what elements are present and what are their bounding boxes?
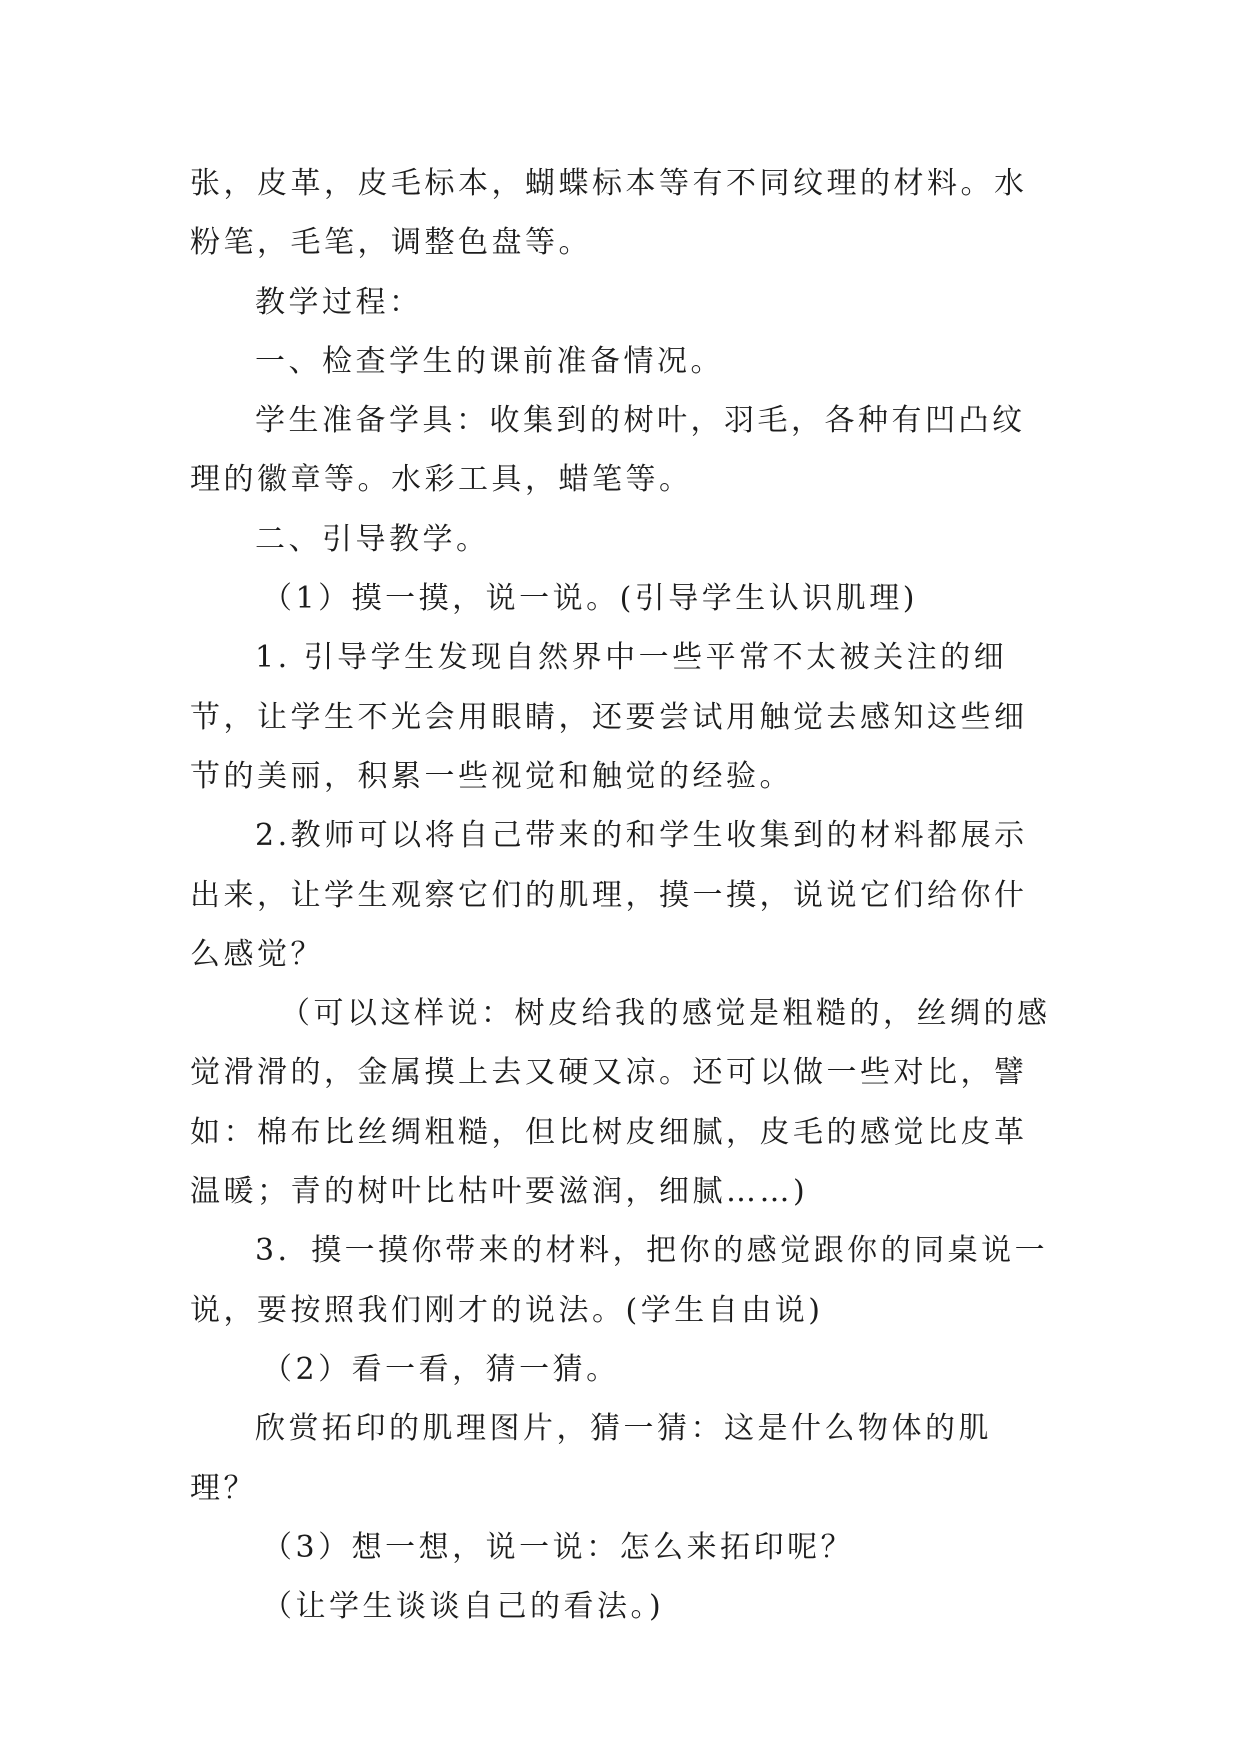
paragraph-example-sayings: （可以这样说：树皮给我的感觉是粗糙的，丝绸的感觉滑滑的，金属摸上去又硬又凉。还可以做一些对比，譬如：棉布比丝绸粗糙，但比树皮细腻，皮毛的感觉比皮革温暖；青的树叶比枯叶要滋润，细腻……)	[190, 996, 1051, 1210]
paragraph-teaching-process-heading: 教学过程：	[255, 284, 423, 320]
paragraph-think-and-say-heading: （3）想一想，说一说：怎么来拓印呢？	[262, 1529, 855, 1565]
paragraph-look-and-guess-heading: （2）看一看，猜一猜。	[262, 1351, 620, 1387]
paragraph-step-two-heading: 二、引导教学。	[255, 521, 490, 557]
paragraph-touch-and-say-heading: （1）摸一摸，说一说。(引导学生认识肌理)	[262, 581, 918, 617]
paragraph-point-two: 2.教师可以将自己带来的和学生收集到的材料都展示出来，让学生观察它们的肌理，摸一摸，说说它们给你什么感觉？	[190, 818, 1028, 972]
paragraph-step-one-heading: 一、检查学生的课前准备情况。	[255, 343, 724, 379]
document-body	[190, 154, 1056, 1636]
paragraph-point-three: 3．摸一摸你带来的材料，把你的感觉跟你的同桌说一说，要按照我们刚才的说法。(学生自由说)	[190, 1233, 1049, 1328]
paragraph-appreciate-rubbings: 欣赏拓印的肌理图片，猜一猜：这是什么物体的肌理？	[190, 1411, 992, 1506]
paragraph-student-opinions: （让学生谈谈自己的看法。)	[262, 1589, 665, 1625]
paragraph-point-one: 1. 引导学生发现自然界中一些平常不太被关注的细节，让学生不光会用眼睛，还要尝试用触觉去感知这些细节的美丽，积累一些视觉和触觉的经验。	[190, 640, 1028, 794]
paragraph-student-tools: 学生准备学具：收集到的树叶，羽毛，各种有凹凸纹理的徽章等。水彩工具，蜡笔等。	[190, 403, 1026, 498]
paragraph-materials-continued: 张，皮革，皮毛标本，蝴蝶标本等有不同纹理的材料。水粉笔，毛笔，调整色盘等。	[190, 166, 1028, 261]
